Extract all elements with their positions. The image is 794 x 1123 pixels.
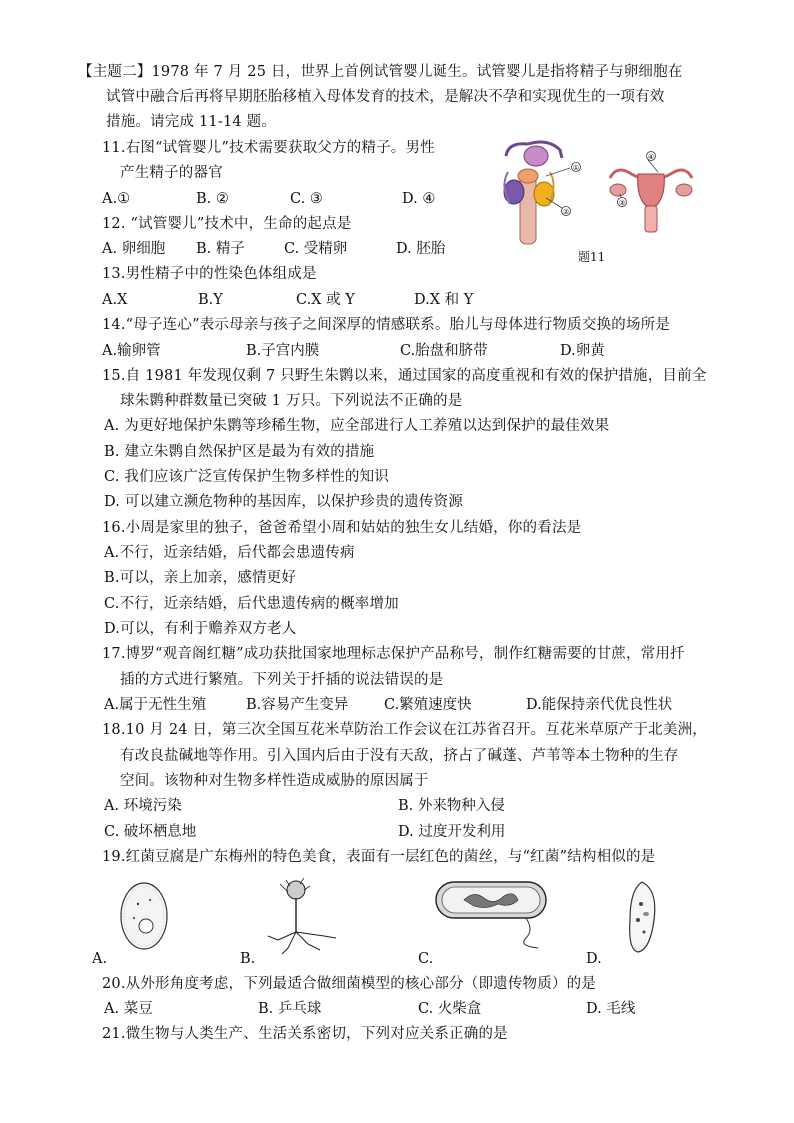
q12-stem: 12. “试管婴儿”技术中，生命的起点是	[102, 216, 352, 232]
q11-stem-1: 11.右图“试管婴儿”技术需要获取父方的精子。男性	[102, 140, 435, 156]
q20-option-c[interactable]: C. 火柴盒	[418, 1001, 482, 1017]
q19-stem: 19.红菌豆腐是广东梅州的特色美食，表面有一层红色的菌丝，与“红菌”结构相似的是	[102, 849, 656, 865]
q15-option-c[interactable]: C. 我们应该广泛宣传保护生物多样性的知识	[104, 469, 389, 485]
q19-option-a[interactable]: A.	[92, 951, 108, 967]
q11-option-d[interactable]: D. ④	[402, 191, 436, 207]
q20-stem: 20.从外形角度考虑，下列最适合做细菌模型的核心部分（即遗传物质）的是	[102, 976, 597, 992]
q19-option-b[interactable]: B.	[240, 951, 256, 967]
q14-stem: 14.“母子连心”表示母亲与孩子之间深厚的情感联系。胎儿与母体进行物质交换的场所是	[102, 317, 671, 333]
q15-stem-1: 15.自 1981 年发现仅剩 7 只野生朱鹮以来，通过国家的高度重视和有效的保护措施，目前全	[102, 368, 707, 384]
reproductive-system-figure	[498, 136, 708, 246]
q15-option-a[interactable]: A. 为更好地保护朱鹮等珍稀生物，应全部进行人工养殖以达到保护的最佳效果	[104, 418, 610, 434]
q13-option-c[interactable]: C.X 或 Y	[296, 292, 355, 308]
q17-stem-1: 17.博罗“观音阁红糖”成功获批国家地理标志保护产品称号，制作红糖需要的甘蔗，常用扦	[102, 646, 685, 662]
q18-option-c[interactable]: C. 破坏栖息地	[104, 824, 197, 840]
q11-option-b[interactable]: B. ②	[196, 191, 229, 207]
q13-option-d[interactable]: D.X 和 Y	[414, 292, 474, 308]
figure-marker-2: ②	[562, 208, 570, 216]
q12-option-b[interactable]: B. 精子	[196, 241, 245, 257]
q21-stem: 21.微生物与人类生产、生活关系密切，下列对应关系正确的是	[102, 1026, 508, 1042]
q12-option-a[interactable]: A. 卵细胞	[102, 241, 166, 257]
q17-options	[104, 695, 704, 715]
q16-option-c[interactable]: C.不行，近亲结婚，后代患遗传病的概率增加	[104, 596, 399, 612]
figure-marker-4: ④	[647, 153, 655, 161]
q20-options	[104, 999, 664, 1019]
q16-stem: 16.小周是家里的独子，爸爸希望小周和姑姑的独生女儿结婚，你的看法是	[102, 520, 582, 536]
q16-option-a[interactable]: A.不行，近亲结婚，后代都会患遗传病	[104, 545, 355, 561]
q20-option-a[interactable]: A. 菜豆	[104, 1001, 153, 1017]
figure-caption: 题11	[578, 250, 606, 264]
q11-stem-2: 产生精子的器官	[120, 165, 223, 181]
yeast-cell-image	[118, 880, 170, 952]
figure-marker-1: ①	[572, 164, 580, 172]
q20-option-b[interactable]: B. 乒乓球	[258, 1001, 322, 1017]
q17-option-c[interactable]: C.繁殖速度快	[384, 697, 472, 713]
q15-option-b[interactable]: B. 建立朱鹮自然保护区是最为有效的措施	[104, 444, 375, 460]
q17-option-b[interactable]: B.容易产生变异	[246, 697, 349, 713]
q12-option-d[interactable]: D. 胚胎	[396, 241, 446, 257]
intro-line-2: 试管中融合后再将早期胚胎移植入母体发育的技术，是解决不孕和实现优生的一项有效	[106, 89, 665, 105]
q14-options	[102, 341, 622, 361]
q11-option-a[interactable]: A.①	[102, 191, 131, 207]
q18-options-row-1	[104, 796, 664, 816]
q19-option-d[interactable]: D.	[586, 951, 602, 967]
q17-stem-2: 插的方式进行繁殖。下列关于扦插的说法错误的是	[120, 672, 444, 688]
q18-stem-2: 有改良盐碱地等作用。引入国内后由于没有天敌，挤占了碱蓬、芦苇等本土物种的生存	[120, 748, 679, 764]
q16-option-d[interactable]: D.可以，有利于赡养双方老人	[104, 621, 297, 637]
intro-line-3: 措施。请完成 11-14 题。	[106, 114, 277, 130]
q16-option-b[interactable]: B.可以，亲上加亲，感情更好	[104, 570, 297, 586]
q15-option-d[interactable]: D. 可以建立濒危物种的基因库，以保护珍贵的遗传资源	[104, 494, 464, 510]
q12-options	[102, 239, 482, 259]
q17-option-d[interactable]: D.能保持亲代优良性状	[526, 697, 673, 713]
q18-option-a[interactable]: A. 环境污染	[104, 798, 182, 814]
female-reproductive-illustration	[610, 160, 692, 232]
q18-option-b[interactable]: B. 外来物种入侵	[398, 798, 505, 814]
q20-option-d[interactable]: D. 毛线	[586, 1001, 636, 1017]
q14-option-c[interactable]: C.胎盘和脐带	[400, 343, 488, 359]
q15-stem-2: 球朱鹮种群数量已突破 1 万只。下列说法不正确的是	[120, 393, 463, 409]
q18-option-d[interactable]: D. 过度开发利用	[398, 824, 506, 840]
q13-option-b[interactable]: B.Y	[198, 292, 223, 308]
q11-options	[102, 189, 482, 209]
male-reproductive-illustration	[504, 142, 570, 244]
bacterium-image	[434, 880, 550, 950]
q14-option-a[interactable]: A.输卵管	[102, 343, 161, 359]
intro-line-1: 【主题二】1978 年 7 月 25 日，世界上首例试管婴儿诞生。试管婴儿是指将精子与卵细胞在	[78, 64, 683, 80]
q13-option-a[interactable]: A.X	[102, 292, 128, 308]
paramecium-image	[624, 880, 660, 954]
q13-stem: 13.男性精子中的性染色体组成是	[102, 266, 317, 282]
q18-stem-1: 18.10 月 24 日，第三次全国互花米草防治工作会议在江苏省召开。互花米草原产于北美洲，	[102, 722, 707, 738]
q14-option-d[interactable]: D.卵黄	[560, 343, 605, 359]
q18-stem-3: 空间。该物种对生物多样性造成威胁的原因属于	[120, 773, 429, 789]
q19-options	[92, 949, 712, 969]
q19-option-c[interactable]: C.	[418, 951, 434, 967]
q18-options-row-2	[104, 822, 664, 842]
q11-option-c[interactable]: C. ③	[290, 191, 323, 207]
mold-hyphae-image	[264, 878, 340, 954]
figure-marker-3: ③	[618, 199, 626, 207]
q14-option-b[interactable]: B.子宫内膜	[246, 343, 320, 359]
q17-option-a[interactable]: A.属于无性生殖	[104, 697, 207, 713]
q13-options	[102, 290, 522, 310]
q12-option-c[interactable]: C. 受精卵	[284, 241, 348, 257]
